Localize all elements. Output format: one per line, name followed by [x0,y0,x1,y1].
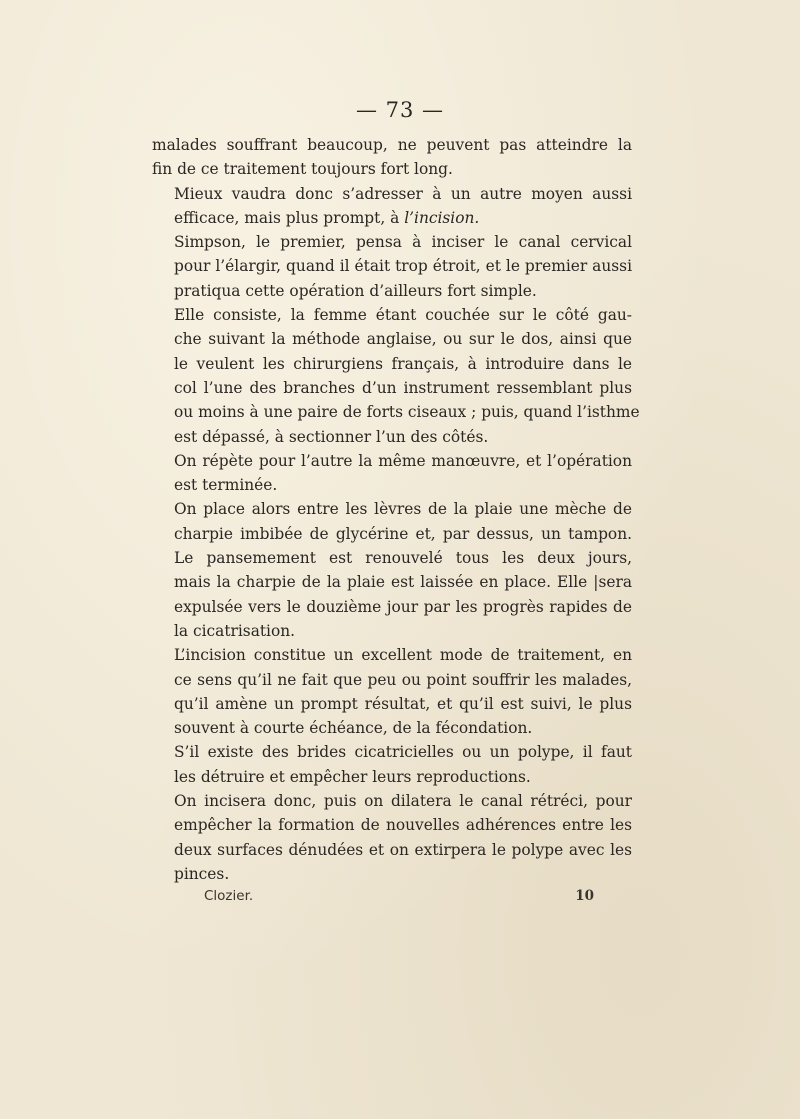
text-line: Elle consiste, la femme étant couchée sur le côté gau- [174,306,632,325]
signature: Clozier. [204,888,254,904]
paragraph [152,449,632,498]
text-line: ce sens qu’il ne fait que peu ou point souffrir les malades, [174,670,632,689]
text-line: deux surfaces dénudées et on extirpera le polype avec les [174,840,632,859]
text-line: Mieux vaudra donc s’adresser à un autre moyen aussi [174,184,632,203]
text-line: che suivant la méthode anglaise, ou sur le dos, ainsi que [174,330,632,349]
text-line: mais la charpie de la plaie est laissée en place. Elle |sera [174,573,632,592]
text-line: expulsée vers le douzième jour par les progrès rapides de [174,597,632,616]
text-line: souvent à courte échéance, de la fécondation. [174,719,533,738]
text-line: fin de ce traitement toujours fort long. [152,160,453,179]
paragraph [152,789,632,886]
text-line: Le pansemement est renouvelé tous les deux jours, [174,549,632,568]
text-line: pour l’élargir, quand il était trop étroit, et le premier aussi [174,257,632,276]
page-number: — 73 — [355,98,445,122]
text-line: On répète pour l’autre la même manœuvre, et l’opération [174,451,632,470]
paragraph [152,182,632,231]
text-line: col l’une des branches d’un instrument ressemblant plus [174,378,632,397]
text-line [152,206,632,230]
text-line: pinces. [174,864,230,883]
paragraph [152,643,632,740]
text-line: ou moins à une paire de forts ciseaux ; puis, quand l’isthme [174,403,640,422]
paragraph [152,230,632,303]
paragraph [152,740,632,789]
text-line: empêcher la formation de nouvelles adhérences entre les [174,816,632,835]
text-line: charpie imbibée de glycérine et, par dessus, un tampon. [174,524,632,543]
text-line: Simpson, le premier, pensa à inciser le canal cervical [174,233,632,252]
text-line: pratiqua cette opération d’ailleurs fort simple. [174,281,537,300]
text-line: le veulent les chirurgiens français, à introduire dans le [174,354,632,373]
paragraph [152,546,632,643]
text-line: S’il existe des brides cicatricielles ou un polype, il faut [174,743,632,762]
body-text [152,133,640,886]
text-line: qu’il amène un prompt résultat, et qu’il est suivi, le plus [174,694,632,713]
paragraph [152,133,632,182]
paragraph [152,303,640,449]
text-line: On place alors entre les lèvres de la plaie une mèche de [174,500,632,519]
paragraph [152,497,632,546]
text-line: la cicatrisation. [174,621,296,640]
text-segment: efficace, mais plus prompt, à [174,208,405,227]
text-line: On incisera donc, puis on dilatera le canal rétréci, pour [174,792,632,811]
text-line: est dépassé, à sectionner l’un des côtés. [174,427,489,446]
text-line: est terminée. [174,476,278,495]
text-line: malades souffrant beaucoup, ne peuvent pas atteindre la [152,136,632,154]
text-line: les détruire et empêcher leurs reproductions. [174,767,531,786]
text-line: L’incision constitue un excellent mode de traitement, en [174,646,632,665]
signature-mark: 10 [575,888,594,904]
emphasis-incision: l’incision. [404,208,480,227]
